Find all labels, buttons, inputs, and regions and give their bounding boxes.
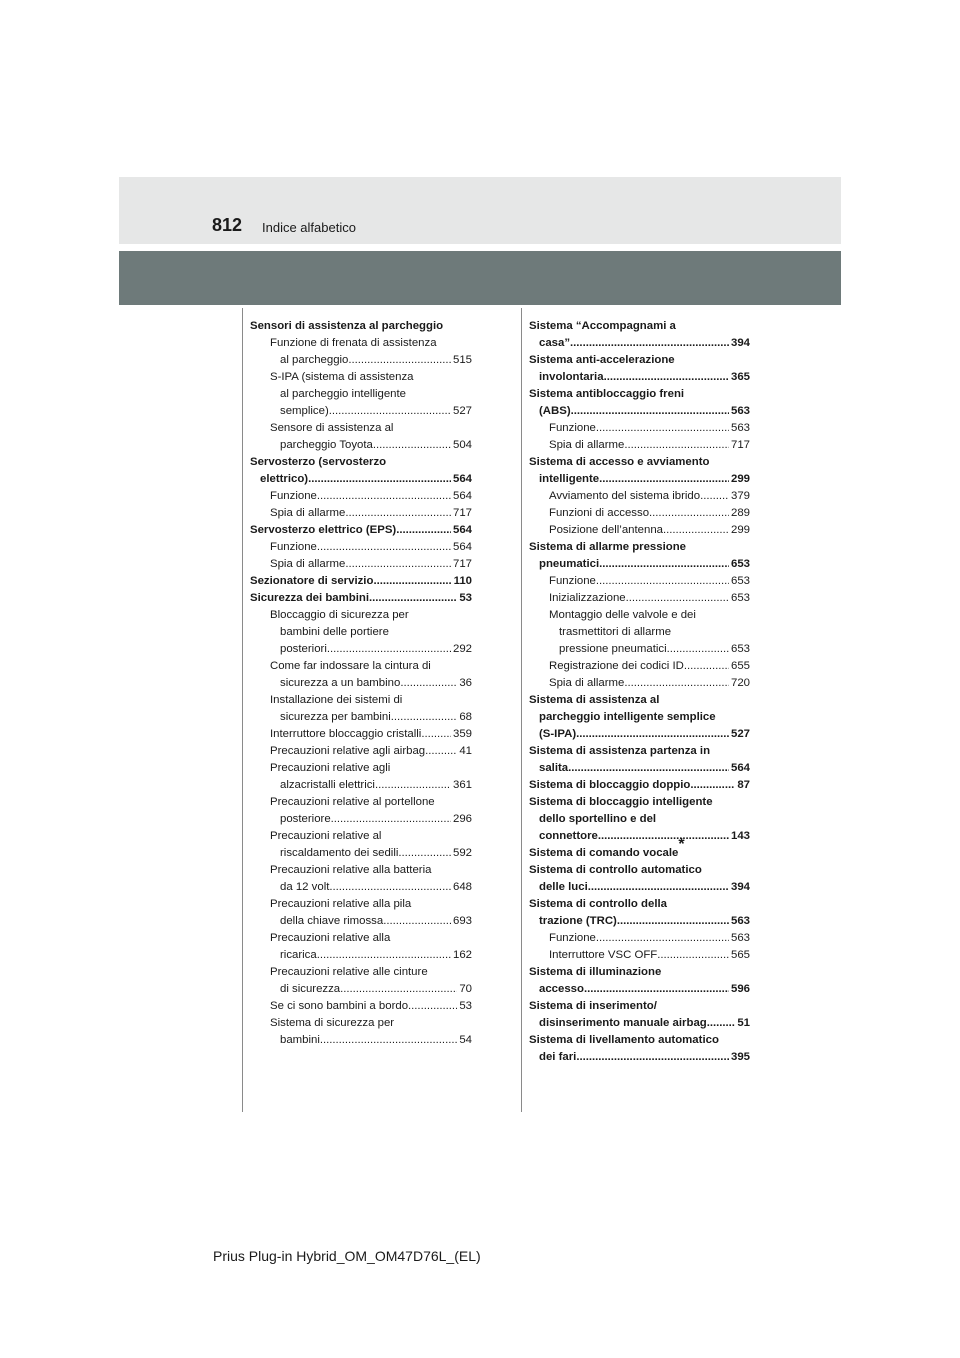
index-entry xyxy=(529,488,750,505)
page-number: 812 xyxy=(212,215,243,235)
column-rule-left xyxy=(242,308,243,1112)
index-entry xyxy=(250,794,472,811)
index-entry-text: Precauzioni relative alla batteria xyxy=(270,864,432,876)
index-entry-page: 296 xyxy=(452,813,472,825)
index-entry-text: trazione (TRC) xyxy=(539,915,617,927)
index-entry xyxy=(529,981,750,998)
index-entry xyxy=(250,896,472,913)
leader-dots xyxy=(383,913,451,930)
index-entry xyxy=(250,488,472,505)
index-entry xyxy=(529,1015,750,1032)
leader-dots xyxy=(373,573,451,590)
leader-dots xyxy=(617,913,729,930)
leader-dots xyxy=(707,1015,736,1032)
index-entry-text: Sistema di controllo automatico xyxy=(529,864,702,876)
index-entry xyxy=(250,420,472,437)
leader-dots xyxy=(624,675,729,692)
index-entry-page: 379 xyxy=(730,490,750,502)
index-entry-text: Interruttore bloccaggio cristalli xyxy=(270,728,422,740)
index-entry xyxy=(529,964,750,981)
index-entry xyxy=(529,335,750,352)
index-entry xyxy=(250,998,472,1015)
index-entry-page: 653 xyxy=(730,592,750,604)
index-entry xyxy=(529,641,750,658)
index-entry-text: Sistema di controllo della xyxy=(529,898,667,910)
index-entry xyxy=(529,624,750,641)
leader-dots xyxy=(373,437,451,454)
index-entry xyxy=(250,522,472,539)
index-entry-text: Precauzioni relative al xyxy=(270,830,382,842)
index-entry-page: 41 xyxy=(459,745,472,757)
index-entry xyxy=(250,1032,472,1049)
index-entry-text: (S-IPA) xyxy=(539,728,577,740)
index-entry-page: 365 xyxy=(730,371,750,383)
index-entry xyxy=(250,777,472,794)
index-entry-text: accesso xyxy=(539,983,584,995)
index-entry-page: 648 xyxy=(452,881,472,893)
leader-dots xyxy=(604,369,729,386)
index-entry xyxy=(529,590,750,607)
leader-dots xyxy=(599,471,729,488)
index-entry xyxy=(250,369,472,386)
index-entry xyxy=(529,794,750,811)
index-entry-page: 720 xyxy=(730,677,750,689)
index-entry-text: Bloccaggio di sicurezza per xyxy=(270,609,409,621)
index-entry-text: Funzione xyxy=(549,575,596,587)
index-entry-text: posteriori xyxy=(280,643,327,655)
index-entry xyxy=(529,607,750,624)
index-entry xyxy=(529,760,750,777)
index-entry-text: Spia di allarme xyxy=(270,558,346,570)
index-entry xyxy=(529,1049,750,1066)
index-entry-page: 564 xyxy=(730,762,750,774)
index-entry xyxy=(529,743,750,760)
index-entry-page: 563 xyxy=(730,932,750,944)
index-entry xyxy=(250,981,472,998)
leader-dots xyxy=(588,879,729,896)
index-entry xyxy=(529,828,750,845)
index-entry-text: semplice) xyxy=(280,405,329,417)
footnote-asterisk: * xyxy=(678,836,685,853)
leader-dots xyxy=(345,505,451,522)
index-entry-text: Funzioni di accesso xyxy=(549,507,650,519)
index-entry-text: Spia di allarme xyxy=(549,677,625,689)
index-entry xyxy=(250,590,472,607)
index-entry-text: Servosterzo (servosterzo xyxy=(250,456,387,468)
index-entry-text: da 12 volt xyxy=(280,881,330,893)
index-entry xyxy=(529,930,750,947)
leader-dots xyxy=(596,930,729,947)
index-entry-text: ricarica xyxy=(280,949,317,961)
index-entry-text: Sensori di assistenza al parcheggio xyxy=(250,320,444,332)
index-entry xyxy=(529,1032,750,1049)
leader-dots xyxy=(667,641,729,658)
index-entry-text: elettrico) xyxy=(260,473,309,485)
leader-dots xyxy=(568,760,729,777)
leader-dots xyxy=(348,352,451,369)
index-entry xyxy=(250,539,472,556)
index-entry-page: 395 xyxy=(730,1051,750,1063)
index-entry xyxy=(529,471,750,488)
index-entry xyxy=(250,624,472,641)
index-entry xyxy=(529,709,750,726)
index-entry-page: 87 xyxy=(737,779,750,791)
leader-dots xyxy=(421,726,451,743)
index-entry xyxy=(529,692,750,709)
leader-dots xyxy=(626,590,729,607)
index-entry-page: 394 xyxy=(730,881,750,893)
index-entry xyxy=(529,777,750,794)
index-entry xyxy=(529,947,750,964)
index-entry xyxy=(529,658,750,675)
index-entry-text: Sicurezza dei bambini xyxy=(250,592,370,604)
index-entry-text: della chiave rimossa xyxy=(280,915,384,927)
index-entry-text: di sicurezza xyxy=(280,983,341,995)
index-entry-text: trasmettitori di allarme xyxy=(559,626,672,638)
index-entry-text: Sensore di assistenza al xyxy=(270,422,394,434)
index-entry-text: Funzione xyxy=(270,541,317,553)
index-entry xyxy=(250,862,472,879)
index-entry-text: Servosterzo elettrico (EPS) xyxy=(250,524,397,536)
leader-dots xyxy=(657,947,729,964)
index-entry-text: casa” xyxy=(539,337,571,349)
index-entry xyxy=(250,845,472,862)
index-entry xyxy=(250,743,472,760)
index-entry-page: 565 xyxy=(730,949,750,961)
index-entry-text: Precauzioni relative agli xyxy=(270,762,391,774)
index-entry xyxy=(250,675,472,692)
leader-dots xyxy=(308,471,451,488)
index-entry xyxy=(529,556,750,573)
leader-dots xyxy=(375,777,451,794)
section-title: Indice alfabetico xyxy=(262,220,356,235)
index-entry-text: Avviamento del sistema ibrido xyxy=(549,490,701,502)
index-entry-text: (ABS) xyxy=(539,405,571,417)
index-entry-page: 515 xyxy=(452,354,472,366)
index-entry-text: Interruttore VSC OFF xyxy=(549,949,658,961)
leader-dots xyxy=(690,777,735,794)
column-rule-right xyxy=(521,308,522,1112)
index-entry-page: 53 xyxy=(459,592,472,604)
leader-dots xyxy=(596,573,729,590)
index-entry-text: Sistema di comando vocale xyxy=(529,847,679,859)
index-entry-text: salita xyxy=(539,762,569,774)
leader-dots xyxy=(391,709,458,726)
index-entry-text: Installazione dei sistemi di xyxy=(270,694,403,706)
leader-dots xyxy=(329,879,451,896)
leader-dots xyxy=(649,505,729,522)
index-entry xyxy=(250,930,472,947)
index-entry xyxy=(250,471,472,488)
index-entry-text: al parcheggio xyxy=(280,354,349,366)
index-entry-page: 717 xyxy=(452,558,472,570)
index-entry-page: 564 xyxy=(452,490,472,502)
index-entry-text: Inizializzazione xyxy=(549,592,626,604)
index-entry xyxy=(250,947,472,964)
index-entry-page: 653 xyxy=(730,558,750,570)
index-entry-text: Sistema di allarme pressione xyxy=(529,541,687,553)
index-entry-page: 563 xyxy=(730,915,750,927)
footer-model-code: Prius Plug-in Hybrid_OM_OM47D76L_(EL) xyxy=(213,1248,481,1264)
leader-dots xyxy=(700,488,729,505)
index-entry-page: 143 xyxy=(730,830,750,842)
index-entry-text: sicurezza per bambini xyxy=(280,711,391,723)
leader-dots xyxy=(396,522,451,539)
index-entry-text: Come far indossare la cintura di xyxy=(270,660,431,672)
index-entry-page: 70 xyxy=(459,983,472,995)
index-entry xyxy=(529,318,750,335)
index-entry xyxy=(250,913,472,930)
index-column-left xyxy=(250,318,472,1049)
index-entry-text: Montaggio delle valvole e dei xyxy=(549,609,696,621)
index-entry-page: 51 xyxy=(737,1017,750,1029)
index-entry-text: Sistema di assistenza partenza in xyxy=(529,745,711,757)
index-entry-text: Sistema antibloccaggio freni xyxy=(529,388,685,400)
index-entry-text: Precauzioni relative alla pila xyxy=(270,898,412,910)
index-entry xyxy=(250,641,472,658)
index-entry xyxy=(250,318,472,335)
index-entry-text: parcheggio intelligente semplice xyxy=(539,711,716,723)
index-entry xyxy=(529,420,750,437)
leader-dots xyxy=(576,1049,729,1066)
leader-dots xyxy=(624,437,729,454)
index-entry-text: parcheggio Toyota xyxy=(280,439,373,451)
index-entry xyxy=(250,1015,472,1032)
index-entry-text: bambini xyxy=(280,1034,320,1046)
leader-dots xyxy=(327,641,451,658)
leader-dots xyxy=(317,488,451,505)
leader-dots xyxy=(398,845,451,862)
leader-dots xyxy=(340,981,457,998)
index-entry-text: Sistema di assistenza al xyxy=(529,694,660,706)
index-entry-page: 504 xyxy=(452,439,472,451)
index-entry xyxy=(529,539,750,556)
index-entry-page: 394 xyxy=(730,337,750,349)
index-entry-page: 717 xyxy=(452,507,472,519)
index-entry xyxy=(250,403,472,420)
index-entry-page: 592 xyxy=(452,847,472,859)
index-entry-text: Precauzioni relative al portellone xyxy=(270,796,435,808)
index-entry-page: 110 xyxy=(453,575,472,587)
index-entry-text: bambini delle portiere xyxy=(280,626,389,638)
index-entry-text: Sistema di bloccaggio doppio xyxy=(529,779,691,791)
index-entry-page: 655 xyxy=(730,660,750,672)
index-entry xyxy=(250,386,472,403)
index-entry xyxy=(529,352,750,369)
leader-dots xyxy=(684,658,729,675)
index-entry xyxy=(250,964,472,981)
index-entry-page: 162 xyxy=(452,949,472,961)
index-entry-text: Sistema di inserimento/ xyxy=(529,1000,657,1012)
index-entry-text: Precauzioni relative alle cinture xyxy=(270,966,428,978)
index-entry xyxy=(250,760,472,777)
leader-dots xyxy=(345,556,451,573)
index-entry-page: 527 xyxy=(452,405,472,417)
index-entry-text: Sistema di bloccaggio intelligente xyxy=(529,796,713,808)
index-entry-page: 527 xyxy=(730,728,750,740)
index-entry xyxy=(250,437,472,454)
leader-dots xyxy=(329,403,451,420)
index-entry-text: Funzione xyxy=(549,932,596,944)
index-entry-page: 564 xyxy=(452,524,472,536)
index-entry-text: intelligente xyxy=(539,473,600,485)
index-entry xyxy=(250,828,472,845)
index-entry xyxy=(250,811,472,828)
index-entry-page: 563 xyxy=(730,405,750,417)
index-entry-text: Funzione xyxy=(270,490,317,502)
index-entry-text: riscaldamento dei sedili xyxy=(280,847,399,859)
index-entry-page: 53 xyxy=(459,1000,472,1012)
leader-dots xyxy=(320,1032,457,1049)
index-entry-text: pneumatici xyxy=(539,558,600,570)
leader-dots xyxy=(571,403,729,420)
index-entry-page: 564 xyxy=(452,541,472,553)
index-entry-text: Sistema di illuminazione xyxy=(529,966,662,978)
index-entry-text: Precauzioni relative agli airbag xyxy=(270,745,426,757)
index-entry xyxy=(250,352,472,369)
index-entry-text: Funzione di frenata di assistenza xyxy=(270,337,437,349)
index-entry-text: Sistema di livellamento automatico xyxy=(529,1034,719,1046)
index-entry-page: 36 xyxy=(459,677,472,689)
index-entry-page: 563 xyxy=(730,422,750,434)
index-entry-text: alzacristalli elettrici xyxy=(280,779,375,791)
index-entry-page: 596 xyxy=(730,983,750,995)
index-entry xyxy=(529,437,750,454)
index-entry xyxy=(250,335,472,352)
leader-dots xyxy=(317,947,451,964)
index-entry-page: 564 xyxy=(452,473,472,485)
leader-dots xyxy=(663,522,729,539)
index-entry-page: 359 xyxy=(452,728,472,740)
leader-dots xyxy=(570,335,729,352)
index-entry xyxy=(529,675,750,692)
index-entry-text: Sistema di sicurezza per xyxy=(270,1017,395,1029)
index-entry xyxy=(529,403,750,420)
index-entry xyxy=(529,454,750,471)
index-entry-text: Spia di allarme xyxy=(270,507,346,519)
index-entry-text: Registrazione dei codici ID xyxy=(549,660,684,672)
leader-dots xyxy=(331,811,451,828)
index-entry-text: connettore xyxy=(539,830,598,842)
index-entry-text: disinserimento manuale airbag xyxy=(539,1017,707,1029)
index-entry xyxy=(250,573,472,590)
index-entry-text: sicurezza a un bambino xyxy=(280,677,401,689)
leader-dots xyxy=(584,981,729,998)
index-entry-page: 299 xyxy=(730,473,750,485)
index-column-right xyxy=(529,318,750,1066)
index-entry-text: involontaria xyxy=(539,371,604,383)
leader-dots xyxy=(598,828,729,845)
index-entry-text: Funzione xyxy=(549,422,596,434)
index-entry-text: Sistema anti-accelerazione xyxy=(529,354,675,366)
leader-dots xyxy=(599,556,729,573)
index-entry xyxy=(250,709,472,726)
index-entry-text: Sezionatore di servizio xyxy=(250,575,374,587)
index-entry xyxy=(529,369,750,386)
leader-dots xyxy=(425,743,457,760)
index-entry-page: 289 xyxy=(730,507,750,519)
index-entry-page: 292 xyxy=(452,643,472,655)
index-entry-page: 717 xyxy=(730,439,750,451)
leader-dots xyxy=(576,726,729,743)
index-entry-text: posteriore xyxy=(280,813,331,825)
index-entry-text: dello sportellino e del xyxy=(539,813,657,825)
index-entry xyxy=(250,879,472,896)
index-entry-page: 299 xyxy=(730,524,750,536)
index-entry xyxy=(250,505,472,522)
index-entry xyxy=(529,522,750,539)
index-entry-text: al parcheggio intelligente xyxy=(280,388,407,400)
index-entry xyxy=(250,658,472,675)
index-entry-text: delle luci xyxy=(539,881,588,893)
index-entry xyxy=(529,998,750,1015)
index-entry-text: Precauzioni relative alla xyxy=(270,932,391,944)
index-entry xyxy=(529,811,750,828)
index-entry xyxy=(250,454,472,471)
index-entry-page: 693 xyxy=(452,915,472,927)
index-entry-text: pressione pneumatici xyxy=(559,643,667,655)
index-entry-page: 68 xyxy=(459,711,472,723)
index-entry xyxy=(250,726,472,743)
index-entry xyxy=(529,726,750,743)
index-entry-text: Se ci sono bambini a bordo xyxy=(270,1000,409,1012)
index-entry-page: 653 xyxy=(730,575,750,587)
index-entry xyxy=(529,879,750,896)
leader-dots xyxy=(596,420,729,437)
index-entry xyxy=(529,505,750,522)
leader-dots xyxy=(317,539,451,556)
index-entry-text: Sistema “Accompagnami a xyxy=(529,320,676,332)
index-entry xyxy=(529,386,750,403)
leader-dots xyxy=(408,998,457,1015)
index-entry-text: Posizione dell’antenna xyxy=(549,524,663,536)
section-banner xyxy=(119,251,841,305)
index-entry-page: 653 xyxy=(730,643,750,655)
index-entry xyxy=(529,896,750,913)
index-entry-text: dei fari xyxy=(539,1051,577,1063)
index-entry-page: 361 xyxy=(452,779,472,791)
index-entry-text: S-IPA (sistema di assistenza xyxy=(270,371,414,383)
leader-dots xyxy=(400,675,457,692)
index-entry xyxy=(250,556,472,573)
index-entry-text: Spia di allarme xyxy=(549,439,625,451)
index-entry xyxy=(250,692,472,709)
index-entry xyxy=(529,573,750,590)
leader-dots xyxy=(369,590,457,607)
index-entry-text: Sistema di accesso e avviamento xyxy=(529,456,710,468)
index-entry-page: 54 xyxy=(459,1034,472,1046)
index-entry xyxy=(529,913,750,930)
index-entry xyxy=(529,862,750,879)
index-entry xyxy=(250,607,472,624)
